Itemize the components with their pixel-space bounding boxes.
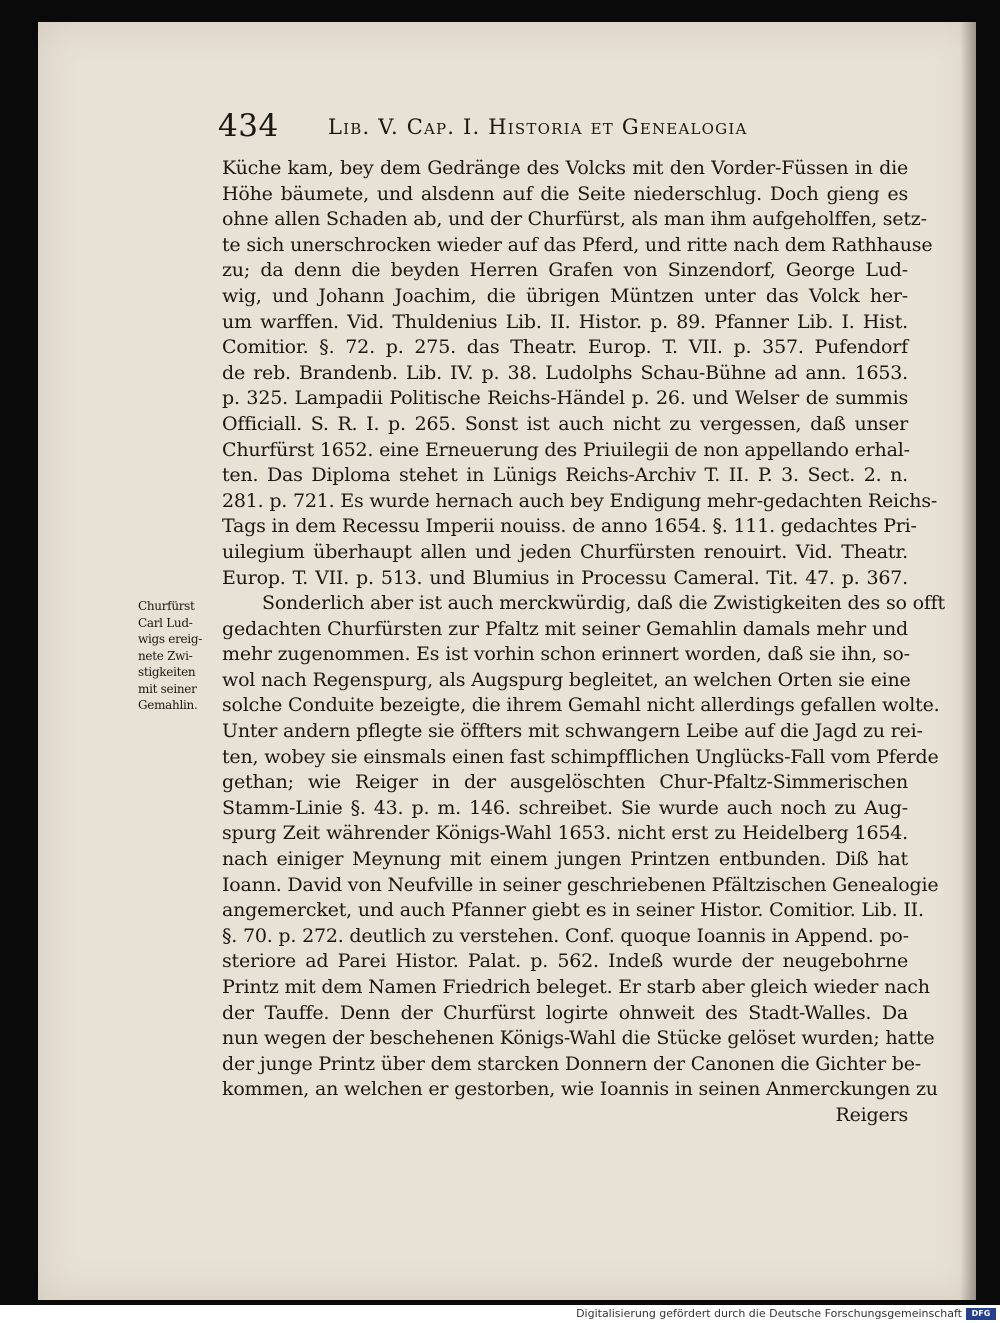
body-text	[222, 156, 945, 1129]
text-line: Ioann. David von Neufville in seiner geschriebenen Pfältzischen Genealogie	[222, 873, 939, 896]
text-line: Küche kam, bey dem Gedränge des Volcks mit den Vorder-Füssen in die	[222, 157, 908, 179]
text-line: ten. Das Diploma stehet in Lünigs Reichs-Archiv T. II. P. 3. Sect. 2. n.	[222, 464, 908, 487]
marginal-note-line: stigkeiten	[138, 665, 196, 679]
text-line: Sonderlich aber ist auch merckwürdig, daß die Zwistigkeiten des so offt	[262, 592, 945, 615]
page-header	[218, 106, 908, 146]
text-line: ten, wobey sie einsmals einen fast schimpfflichen Unglücks-Fall vom Pferde	[222, 745, 939, 768]
text-line: gedachten Churfürsten zur Pfaltz mit seiner Gemahlin damals mehr und	[222, 617, 908, 640]
text-line: mehr zugenommen. Es ist vorhin schon erinnert worden, daß sie ihn, so-	[222, 643, 910, 666]
marginal-note-line: Churfürst	[138, 599, 195, 613]
text-line: solche Conduite bezeigte, die ihrem Gemahl nicht allerdings gefallen wolte.	[222, 694, 940, 717]
marginal-note-line: mit seiner	[138, 681, 197, 696]
text-line: te sich unerschrocken wieder auf das Pferd, und ritte nach dem Rathhause	[222, 233, 933, 256]
marginal-note-line: Gemahlin.	[138, 698, 198, 712]
text-line: kommen, an welchen er gestorben, wie Ioannis in seinen Anmerckungen zu	[222, 1078, 938, 1101]
text-line: steriore ad Parei Histor. Palat. p. 562. Indeß wurde der neugebohrne	[222, 950, 908, 973]
text-line: wig, und Johann Joachim, die übrigen Müntzen unter das Volck her-	[222, 284, 908, 307]
text-line: zu; da denn die beyden Herren Grafen von Sinzendorf, George Lud-	[222, 259, 908, 282]
text-line: spurg Zeit währender Königs-Wahl 1653. nicht erst zu Heidelberg 1654.	[222, 822, 908, 845]
text-line: wol nach Regenspurg, als Augspurg begleitet, an welchen Orten sie eine	[222, 668, 911, 691]
text-line: Höhe bäumete, und alsdenn auf die Seite niederschlug. Doch gieng es	[222, 182, 908, 205]
text-line: der Tauffe. Denn der Churfürst logirte ohnweit des Stadt-Walles. Da	[222, 1001, 908, 1024]
text-line: Stamm-Linie §. 43. p. m. 146. schreibet. Sie wurde auch noch zu Aug-	[222, 796, 908, 819]
catchword: Reigers	[835, 1103, 908, 1126]
text-line: nach einiger Meynung mit einem jungen Printzen entbunden. Diß hat	[222, 848, 908, 871]
text-line: 281. p. 721. Es wurde hernach auch bey Endigung mehr-gedachten Reichs-	[222, 489, 938, 512]
marginal-note-line: nete Zwi-	[138, 648, 193, 663]
running-head: Lib. V. Cap. I. Historia et Genealogia	[328, 115, 748, 139]
text-line: §. 70. p. 272. deutlich zu verstehen. Conf. quoque Ioannis in Append. po-	[222, 924, 909, 947]
text-line: Comitior. §. 72. p. 275. das Theatr. Europ. T. VII. p. 357. Pufendorf	[222, 336, 908, 359]
text-line: der junge Printz über dem starcken Donnern der Canonen die Gichter be-	[222, 1052, 921, 1075]
dfg-logo-icon: DFG	[966, 1308, 996, 1320]
text-line: Unter andern pflegte sie öffters mit schwangern Leibe auf die Jagd zu rei-	[222, 720, 923, 743]
text-line: p. 325. Lampadii Politische Reichs-Händel p. 26. und Welser de summis	[222, 387, 908, 410]
text-line: um warffen. Vid. Thuldenius Lib. II. Histor. p. 89. Pfanner Lib. I. Hist.	[222, 310, 908, 333]
marginal-note	[138, 598, 220, 714]
text-line: uilegium überhaupt allen und jeden Churfürsten renouirt. Vid. Theatr.	[222, 540, 908, 563]
funding-credit: Digitalisierung gefördert durch die Deutsche Forschungsgemeinschaft	[576, 1307, 962, 1320]
text-line: gethan; wie Reiger in der ausgelöschten Chur-Pfaltz-Simmerischen	[222, 771, 908, 794]
text-line: de reb. Brandenb. Lib. IV. p. 38. Ludolphs Schau-Bühne ad ann. 1653.	[222, 361, 908, 384]
text-line: Europ. T. VII. p. 513. und Blumius in Processu Cameral. Tit. 47. p. 367.	[222, 566, 908, 589]
text-line: Officiall. S. R. I. p. 265. Sonst ist auch nicht zu vergessen, daß unser	[222, 412, 908, 435]
marginal-note-line: wigs ereig-	[138, 632, 202, 646]
text-line: Printz mit dem Namen Friedrich beleget. Er starb aber gleich wieder nach	[222, 976, 930, 998]
text-line: ohne allen Schaden ab, und der Churfürst, als man ihm aufgeholffen, setz-	[222, 208, 927, 231]
text-line: angemercket, und auch Pfanner giebt es in seiner Histor. Comitior. Lib. II.	[222, 899, 924, 922]
marginal-note-line: Carl Lud-	[138, 615, 193, 630]
text-line: Tags in dem Recessu Imperii nouiss. de anno 1654. §. 111. gedachtes Pri-	[222, 515, 917, 538]
footer-bar	[0, 1305, 1000, 1323]
text-line: nun wegen der beschehenen Königs-Wahl die Stücke gelöset wurden; hatte	[222, 1027, 935, 1050]
text-line: Churfürst 1652. eine Erneuerung des Priuilegii de non appellando erhal-	[222, 438, 910, 461]
page-number: 434	[218, 108, 279, 144]
